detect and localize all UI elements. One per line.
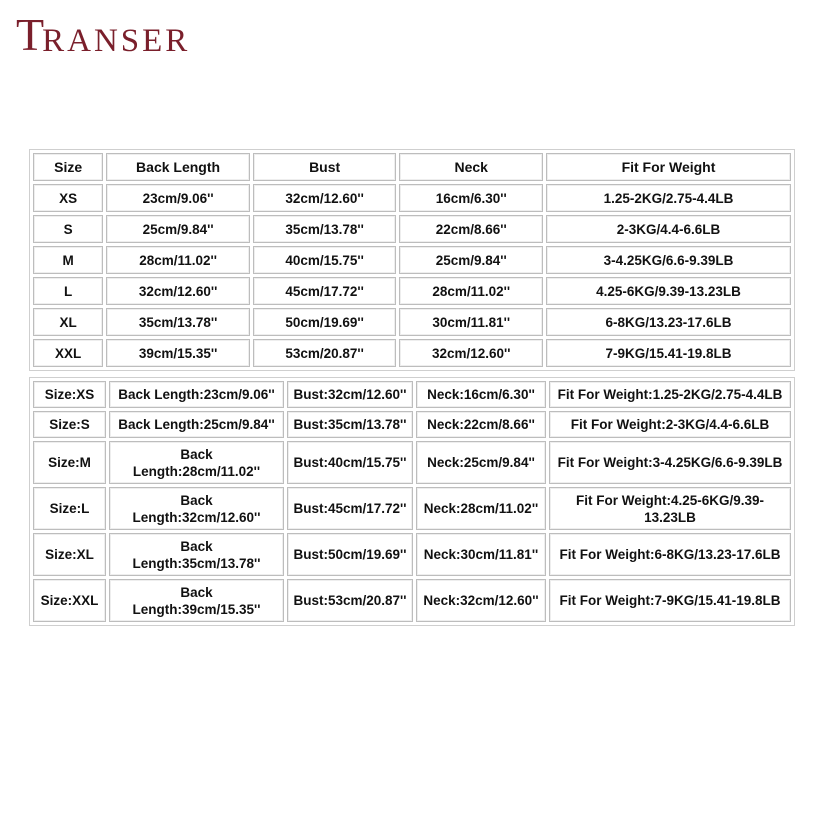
table-cell: Back Length:35cm/13.78'' xyxy=(109,533,284,576)
header-cell: Size xyxy=(33,153,103,181)
table-cell: Bust:40cm/15.75'' xyxy=(287,441,413,484)
table-cell: Bust:35cm/13.78'' xyxy=(287,411,413,438)
table-row xyxy=(33,277,791,305)
table-cell: 35cm/13.78'' xyxy=(106,308,250,336)
table-row xyxy=(33,184,791,212)
table-cell: 3-4.25KG/6.6-9.39LB xyxy=(546,246,791,274)
table-row xyxy=(33,308,791,336)
table-cell: Bust:32cm/12.60'' xyxy=(287,381,413,408)
table-cell: Bust:45cm/17.72'' xyxy=(287,487,413,530)
table-row xyxy=(33,381,791,408)
table-cell: 50cm/19.69'' xyxy=(253,308,397,336)
table-cell: 4.25-6KG/9.39-13.23LB xyxy=(546,277,791,305)
brand-logo-text: RANSER xyxy=(42,23,191,59)
table-cell: XS xyxy=(33,184,103,212)
table-row xyxy=(33,579,791,622)
table-cell: 23cm/9.06'' xyxy=(106,184,250,212)
table-cell: Size:XS xyxy=(33,381,106,408)
table-cell: Size:S xyxy=(33,411,106,438)
table-cell: 35cm/13.78'' xyxy=(253,215,397,243)
table-header-row xyxy=(33,153,791,181)
table-row xyxy=(33,411,791,438)
size-chart-table-labeled xyxy=(30,378,794,625)
table-row xyxy=(33,339,791,367)
table-cell: Neck:22cm/8.66'' xyxy=(416,411,546,438)
table-cell: Size:M xyxy=(33,441,106,484)
table-cell: 30cm/11.81'' xyxy=(399,308,543,336)
table-cell: 6-8KG/13.23-17.6LB xyxy=(546,308,791,336)
table-cell: 32cm/12.60'' xyxy=(106,277,250,305)
header-cell: Neck xyxy=(399,153,543,181)
table-cell: Neck:28cm/11.02'' xyxy=(416,487,546,530)
table-cell: 28cm/11.02'' xyxy=(399,277,543,305)
table-cell: 32cm/12.60'' xyxy=(253,184,397,212)
table-cell: Bust:50cm/19.69'' xyxy=(287,533,413,576)
table-cell: 22cm/8.66'' xyxy=(399,215,543,243)
table-cell: 45cm/17.72'' xyxy=(253,277,397,305)
table-cell: Fit For Weight:6-8KG/13.23-17.6LB xyxy=(549,533,791,576)
table-cell: Size:XL xyxy=(33,533,106,576)
table-cell: 25cm/9.84'' xyxy=(106,215,250,243)
table-cell: Neck:32cm/12.60'' xyxy=(416,579,546,622)
table-row xyxy=(33,441,791,484)
size-chart-table xyxy=(30,150,794,370)
table-row xyxy=(33,246,791,274)
table-cell: 7-9KG/15.41-19.8LB xyxy=(546,339,791,367)
table-cell: 16cm/6.30'' xyxy=(399,184,543,212)
table-cell: Fit For Weight:7-9KG/15.41-19.8LB xyxy=(549,579,791,622)
table-cell: S xyxy=(33,215,103,243)
table-cell: Back Length:39cm/15.35'' xyxy=(109,579,284,622)
table-cell: Fit For Weight:1.25-2KG/2.75-4.4LB xyxy=(549,381,791,408)
table-cell: L xyxy=(33,277,103,305)
table-cell: Back Length:32cm/12.60'' xyxy=(109,487,284,530)
table-cell: Back Length:28cm/11.02'' xyxy=(109,441,284,484)
table-cell: Neck:30cm/11.81'' xyxy=(416,533,546,576)
table-cell: Back Length:23cm/9.06'' xyxy=(109,381,284,408)
table-cell: Bust:53cm/20.87'' xyxy=(287,579,413,622)
table-cell: Fit For Weight:4.25-6KG/9.39-13.23LB xyxy=(549,487,791,530)
table-row xyxy=(33,487,791,530)
table-cell: Size:XXL xyxy=(33,579,106,622)
table-cell: M xyxy=(33,246,103,274)
table-cell: Fit For Weight:3-4.25KG/6.6-9.39LB xyxy=(549,441,791,484)
table-cell: XXL xyxy=(33,339,103,367)
brand-logo-initial: T xyxy=(16,9,45,60)
table-cell: 39cm/15.35'' xyxy=(106,339,250,367)
table-cell: XL xyxy=(33,308,103,336)
header-cell: Back Length xyxy=(106,153,250,181)
table-cell: Size:L xyxy=(33,487,106,530)
table-row xyxy=(33,533,791,576)
brand-logo xyxy=(16,9,191,60)
table-cell: Back Length:25cm/9.84'' xyxy=(109,411,284,438)
table-cell: Neck:16cm/6.30'' xyxy=(416,381,546,408)
table-cell: 1.25-2KG/2.75-4.4LB xyxy=(546,184,791,212)
table-cell: 32cm/12.60'' xyxy=(399,339,543,367)
table-row xyxy=(33,215,791,243)
table-cell: 2-3KG/4.4-6.6LB xyxy=(546,215,791,243)
table-cell: 53cm/20.87'' xyxy=(253,339,397,367)
table-cell: Neck:25cm/9.84'' xyxy=(416,441,546,484)
table-cell: 40cm/15.75'' xyxy=(253,246,397,274)
header-cell: Bust xyxy=(253,153,397,181)
table-cell: 28cm/11.02'' xyxy=(106,246,250,274)
table-cell: Fit For Weight:2-3KG/4.4-6.6LB xyxy=(549,411,791,438)
header-cell: Fit For Weight xyxy=(546,153,791,181)
table-cell: 25cm/9.84'' xyxy=(399,246,543,274)
